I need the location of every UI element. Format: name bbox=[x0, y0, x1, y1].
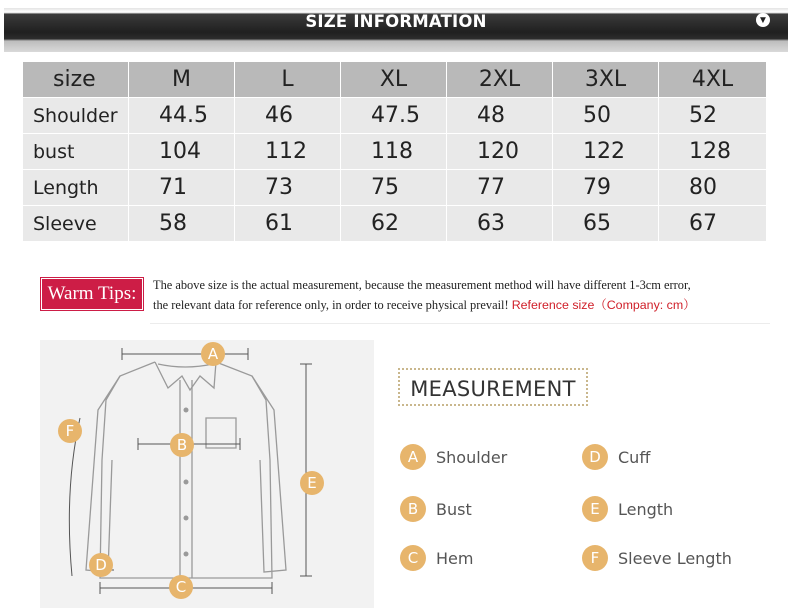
reference-size-note: Reference size（Company: cm） bbox=[511, 298, 696, 312]
table-cell: 122 bbox=[553, 134, 659, 170]
legend-label: Sleeve Length bbox=[618, 549, 732, 568]
legend-label: Hem bbox=[436, 549, 474, 568]
table-cell: 65 bbox=[553, 206, 659, 242]
legend-label: Shoulder bbox=[436, 448, 508, 467]
column-header: XL bbox=[341, 62, 447, 98]
table-cell: 67 bbox=[659, 206, 767, 242]
table-row bbox=[23, 170, 767, 206]
table-cell: 120 bbox=[447, 134, 553, 170]
table-cell: 112 bbox=[235, 134, 341, 170]
letter-b-icon: B bbox=[400, 496, 426, 522]
table-row bbox=[23, 134, 767, 170]
table-cell: 75 bbox=[341, 170, 447, 206]
header-banner bbox=[4, 8, 788, 52]
column-header: 4XL bbox=[659, 62, 767, 98]
table-cell: 118 bbox=[341, 134, 447, 170]
diagram-marker-b: B bbox=[170, 433, 194, 457]
page-title: SIZE INFORMATION bbox=[305, 12, 487, 31]
letter-a-icon: A bbox=[400, 444, 426, 470]
table-cell: 73 bbox=[235, 170, 341, 206]
diagram-marker-c: C bbox=[169, 575, 193, 599]
table-cell: 52 bbox=[659, 98, 767, 134]
diagram-marker-a: A bbox=[201, 342, 225, 366]
table-cell: 128 bbox=[659, 134, 767, 170]
shirt-measurement-diagram bbox=[40, 340, 374, 608]
size-chart-table bbox=[22, 61, 767, 242]
table-cell: 58 bbox=[129, 206, 235, 242]
table-cell: 80 bbox=[659, 170, 767, 206]
legend-label: Length bbox=[618, 500, 674, 519]
column-header: 2XL bbox=[447, 62, 553, 98]
tips-line-2 bbox=[153, 295, 773, 315]
measurement-title-box bbox=[398, 368, 588, 406]
row-label: Sleeve bbox=[23, 206, 129, 242]
table-cell: 62 bbox=[341, 206, 447, 242]
letter-d-icon: D bbox=[582, 444, 608, 470]
letter-e-icon: E bbox=[582, 496, 608, 522]
table-cell: 63 bbox=[447, 206, 553, 242]
table-cell: 46 bbox=[235, 98, 341, 134]
shirt-buttons bbox=[184, 408, 189, 557]
table-cell: 71 bbox=[129, 170, 235, 206]
table-cell: 77 bbox=[447, 170, 553, 206]
table-cell: 50 bbox=[553, 98, 659, 134]
table-cell: 61 bbox=[235, 206, 341, 242]
table-cell: 47.5 bbox=[341, 98, 447, 134]
column-header: 3XL bbox=[553, 62, 659, 98]
table-cell: 44.5 bbox=[129, 98, 235, 134]
warm-tips-text bbox=[153, 275, 773, 315]
legend-label: Bust bbox=[436, 500, 472, 519]
warm-tips-badge: Warm Tips: bbox=[41, 278, 143, 310]
table-row bbox=[23, 206, 767, 242]
table-corner-label: size bbox=[23, 62, 129, 98]
divider bbox=[150, 323, 770, 324]
column-header: L bbox=[235, 62, 341, 98]
table-header-row bbox=[23, 62, 767, 98]
tips-line-2-text: the relevant data for reference only, in order to receive physical prevail! bbox=[153, 298, 509, 312]
chevron-down-icon[interactable]: ▼ bbox=[756, 13, 770, 27]
letter-f-icon: F bbox=[582, 545, 608, 571]
diagram-marker-f: F bbox=[58, 419, 82, 443]
tips-line-1: The above size is the actual measurement, because the measurement method will have different 1-3cm error, bbox=[153, 278, 691, 292]
row-label: Shoulder bbox=[23, 98, 129, 134]
table-cell: 48 bbox=[447, 98, 553, 134]
row-label: Length bbox=[23, 170, 129, 206]
legend-label: Cuff bbox=[618, 448, 651, 467]
diagram-marker-e: E bbox=[300, 471, 324, 495]
row-label: bust bbox=[23, 134, 129, 170]
table-cell: 104 bbox=[129, 134, 235, 170]
measurement-title: MEASUREMENT bbox=[410, 377, 576, 401]
letter-c-icon: C bbox=[400, 545, 426, 571]
table-cell: 79 bbox=[553, 170, 659, 206]
table-row bbox=[23, 98, 767, 134]
diagram-marker-d: D bbox=[89, 553, 113, 577]
column-header: M bbox=[129, 62, 235, 98]
